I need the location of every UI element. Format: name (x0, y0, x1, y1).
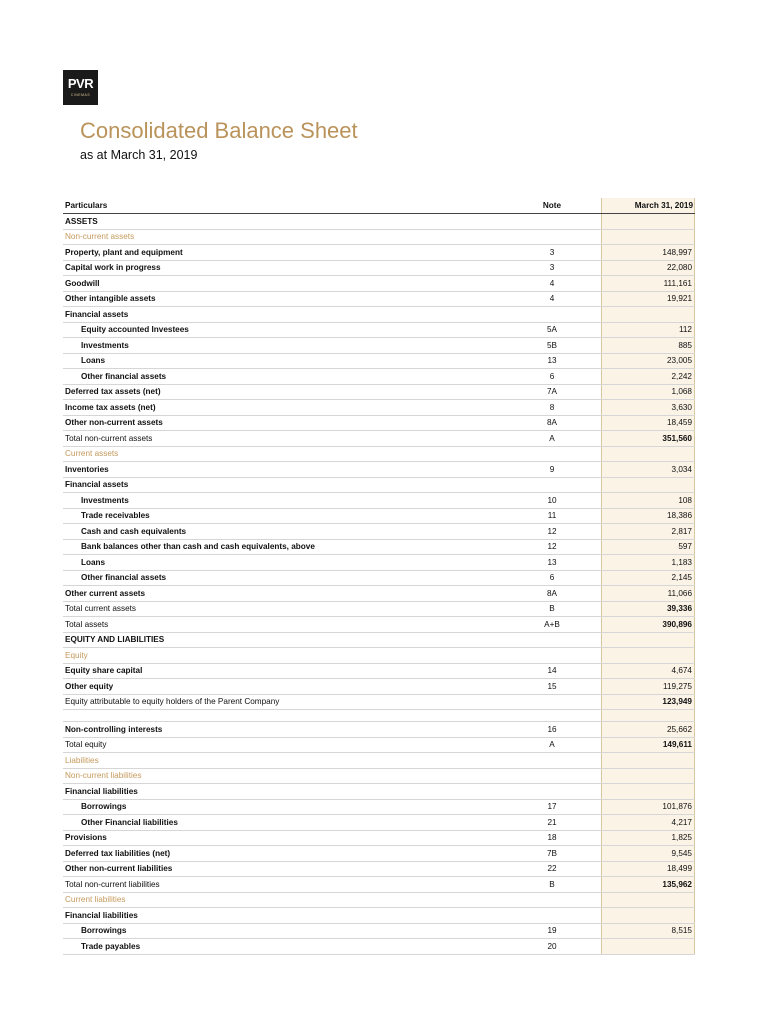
table-row (63, 369, 695, 385)
row-note: 15 (503, 679, 601, 695)
row-value (601, 939, 695, 955)
row-particular: Capital work in progress (63, 260, 503, 276)
row-particular: Investments (63, 338, 503, 354)
row-particular: Cash and cash equivalents (63, 524, 503, 540)
row-note: 12 (503, 524, 601, 540)
row-note: 10 (503, 493, 601, 509)
row-particular: Other equity (63, 679, 503, 695)
table-row (63, 415, 695, 431)
table-row (63, 431, 695, 447)
table-row (63, 923, 695, 939)
row-value: 18,459 (601, 415, 695, 431)
row-value: 2,817 (601, 524, 695, 540)
table-row (63, 663, 695, 679)
row-particular: Deferred tax liabilities (net) (63, 846, 503, 862)
row-note (503, 214, 601, 230)
table-row (63, 861, 695, 877)
row-particular: Equity share capital (63, 663, 503, 679)
balance-sheet-table (63, 198, 695, 955)
table-row (63, 322, 695, 338)
row-value (601, 214, 695, 230)
row-particular: Financial assets (63, 307, 503, 323)
row-value: 108 (601, 493, 695, 509)
row-note (503, 753, 601, 769)
row-particular: Other financial assets (63, 369, 503, 385)
row-value: 19,921 (601, 291, 695, 307)
table-row (63, 539, 695, 555)
row-particular: Other non-current liabilities (63, 861, 503, 877)
row-note (503, 307, 601, 323)
table-row (63, 601, 695, 617)
row-value: 22,080 (601, 260, 695, 276)
row-note (503, 908, 601, 924)
row-particular: Other intangible assets (63, 291, 503, 307)
row-value: 111,161 (601, 276, 695, 292)
table-row (63, 737, 695, 753)
row-value: 119,275 (601, 679, 695, 695)
row-value (601, 307, 695, 323)
row-value (601, 648, 695, 664)
row-note (503, 446, 601, 462)
table-row (63, 908, 695, 924)
row-particular: Other current assets (63, 586, 503, 602)
row-value: 149,611 (601, 737, 695, 753)
pvr-cinemas-logo (63, 70, 98, 105)
row-particular: Non-controlling interests (63, 722, 503, 738)
row-value: 101,876 (601, 799, 695, 815)
table-row (63, 555, 695, 571)
table-row (63, 214, 695, 230)
row-value (601, 229, 695, 245)
table-row (63, 694, 695, 710)
row-note: 5A (503, 322, 601, 338)
page-subtitle: as at March 31, 2019 (80, 148, 198, 162)
row-value: 11,066 (601, 586, 695, 602)
row-note: 9 (503, 462, 601, 478)
row-particular: EQUITY AND LIABILITIES (63, 632, 503, 648)
row-particular: Trade receivables (63, 508, 503, 524)
row-value: 1,183 (601, 555, 695, 571)
row-value (601, 710, 695, 722)
table-row (63, 570, 695, 586)
row-note: 20 (503, 939, 601, 955)
row-particular: Other Financial liabilities (63, 815, 503, 831)
table-row (63, 524, 695, 540)
table-row (63, 400, 695, 416)
row-value: 4,217 (601, 815, 695, 831)
column-header-note: Note (503, 198, 601, 214)
row-value: 351,560 (601, 431, 695, 447)
row-note: 19 (503, 923, 601, 939)
row-note (503, 694, 601, 710)
row-value (601, 446, 695, 462)
row-note (503, 477, 601, 493)
row-note: 18 (503, 830, 601, 846)
row-particular: Equity (63, 648, 503, 664)
row-particular: Bank balances other than cash and cash equivalents, above (63, 539, 503, 555)
row-value (601, 632, 695, 648)
row-value (601, 892, 695, 908)
row-particular: ASSETS (63, 214, 503, 230)
row-value (601, 477, 695, 493)
row-note: 3 (503, 245, 601, 261)
row-particular: Borrowings (63, 799, 503, 815)
row-particular: Financial assets (63, 477, 503, 493)
table-header-row (63, 198, 695, 214)
row-particular: Borrowings (63, 923, 503, 939)
row-note (503, 648, 601, 664)
row-particular: Other non-current assets (63, 415, 503, 431)
row-value: 39,336 (601, 601, 695, 617)
row-note (503, 710, 601, 722)
row-value: 123,949 (601, 694, 695, 710)
table-row (63, 632, 695, 648)
row-value: 23,005 (601, 353, 695, 369)
column-header-value: March 31, 2019 (601, 198, 695, 214)
table-row (63, 799, 695, 815)
row-value (601, 784, 695, 800)
row-note: 7B (503, 846, 601, 862)
table-row (63, 260, 695, 276)
row-note: 8 (503, 400, 601, 416)
row-particular: Liabilities (63, 753, 503, 769)
table-row (63, 446, 695, 462)
row-value (601, 768, 695, 784)
table-row (63, 939, 695, 955)
row-particular: Total non-current assets (63, 431, 503, 447)
row-note: 4 (503, 291, 601, 307)
row-note (503, 892, 601, 908)
row-value: 1,068 (601, 384, 695, 400)
row-note (503, 768, 601, 784)
balance-sheet (63, 198, 695, 955)
row-note: 6 (503, 369, 601, 385)
table-row (63, 229, 695, 245)
row-particular: Equity attributable to equity holders of the Parent Company (63, 694, 503, 710)
table-row (63, 830, 695, 846)
row-note: 7A (503, 384, 601, 400)
row-note (503, 632, 601, 648)
row-note: 12 (503, 539, 601, 555)
table-body (63, 214, 695, 955)
column-header-particulars: Particulars (63, 198, 503, 214)
row-note: B (503, 601, 601, 617)
row-note: 22 (503, 861, 601, 877)
row-value (601, 908, 695, 924)
table-row (63, 846, 695, 862)
table-row (63, 892, 695, 908)
row-note: 6 (503, 570, 601, 586)
page-title: Consolidated Balance Sheet (80, 118, 358, 143)
row-value: 9,545 (601, 846, 695, 862)
row-note: 3 (503, 260, 601, 276)
row-note: 4 (503, 276, 601, 292)
row-particular: Provisions (63, 830, 503, 846)
row-particular: Current liabilities (63, 892, 503, 908)
row-particular: Financial liabilities (63, 908, 503, 924)
table-row (63, 815, 695, 831)
row-note: 21 (503, 815, 601, 831)
table-row (63, 753, 695, 769)
table-row (63, 291, 695, 307)
row-value: 4,674 (601, 663, 695, 679)
table-row (63, 245, 695, 261)
table-row (63, 784, 695, 800)
row-note: 14 (503, 663, 601, 679)
row-note: 17 (503, 799, 601, 815)
logo-subtext: CINEMAS (70, 93, 91, 97)
table-row (63, 768, 695, 784)
row-particular: Non-current assets (63, 229, 503, 245)
table-row (63, 648, 695, 664)
table-row (63, 722, 695, 738)
table-row (63, 710, 695, 722)
row-particular: Investments (63, 493, 503, 509)
table-row (63, 353, 695, 369)
logo-mark: PVR (67, 76, 94, 91)
table-row (63, 508, 695, 524)
row-value: 112 (601, 322, 695, 338)
row-value: 18,386 (601, 508, 695, 524)
row-particular: Non-current liabilities (63, 768, 503, 784)
row-particular: Other financial assets (63, 570, 503, 586)
table-row (63, 617, 695, 633)
row-particular: Total assets (63, 617, 503, 633)
row-note: 5B (503, 338, 601, 354)
row-note: A (503, 431, 601, 447)
row-particular: Total current assets (63, 601, 503, 617)
row-particular: Trade payables (63, 939, 503, 955)
row-particular: Property, plant and equipment (63, 245, 503, 261)
row-value: 885 (601, 338, 695, 354)
row-value: 390,896 (601, 617, 695, 633)
row-value: 8,515 (601, 923, 695, 939)
table-row (63, 384, 695, 400)
row-value: 597 (601, 539, 695, 555)
row-particular: Loans (63, 353, 503, 369)
table-row (63, 877, 695, 893)
row-value: 3,034 (601, 462, 695, 478)
table-row (63, 679, 695, 695)
row-value (601, 753, 695, 769)
row-note: 8A (503, 415, 601, 431)
table-row (63, 462, 695, 478)
row-value: 148,997 (601, 245, 695, 261)
row-particular: Deferred tax assets (net) (63, 384, 503, 400)
row-note: B (503, 877, 601, 893)
row-value: 2,145 (601, 570, 695, 586)
row-note: 16 (503, 722, 601, 738)
row-note: A (503, 737, 601, 753)
table-row (63, 586, 695, 602)
row-note: 13 (503, 353, 601, 369)
row-note (503, 229, 601, 245)
row-value: 135,962 (601, 877, 695, 893)
row-note: 11 (503, 508, 601, 524)
row-particular: Equity accounted Investees (63, 322, 503, 338)
row-note: 13 (503, 555, 601, 571)
row-value: 25,662 (601, 722, 695, 738)
row-particular: Total equity (63, 737, 503, 753)
row-value: 1,825 (601, 830, 695, 846)
row-value: 2,242 (601, 369, 695, 385)
row-particular (63, 710, 503, 722)
row-particular: Total non-current liabilities (63, 877, 503, 893)
row-particular: Current assets (63, 446, 503, 462)
row-note (503, 784, 601, 800)
row-particular: Loans (63, 555, 503, 571)
table-row (63, 493, 695, 509)
table-row (63, 477, 695, 493)
row-particular: Financial liabilities (63, 784, 503, 800)
table-row (63, 338, 695, 354)
table-row (63, 307, 695, 323)
row-particular: Income tax assets (net) (63, 400, 503, 416)
row-note: 8A (503, 586, 601, 602)
table-row (63, 276, 695, 292)
row-value: 18,499 (601, 861, 695, 877)
row-value: 3,630 (601, 400, 695, 416)
row-note: A+B (503, 617, 601, 633)
row-particular: Inventories (63, 462, 503, 478)
row-particular: Goodwill (63, 276, 503, 292)
